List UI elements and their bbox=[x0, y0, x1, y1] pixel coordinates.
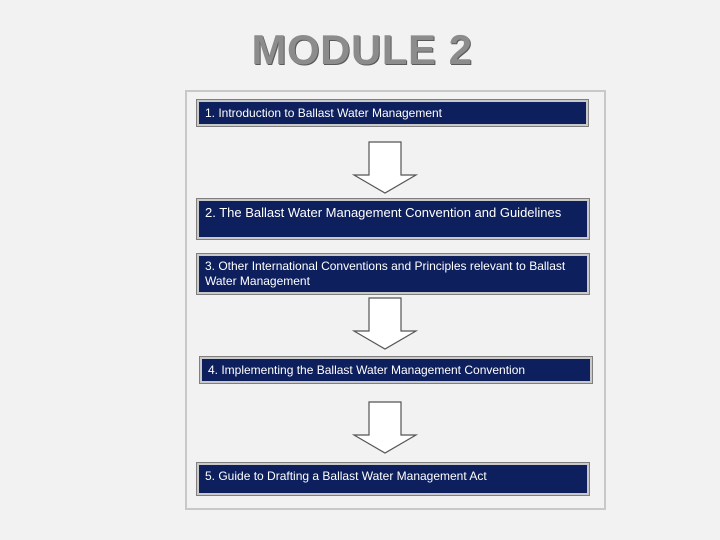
step-1-box bbox=[197, 100, 588, 126]
page-title: MODULE 2 bbox=[251, 26, 473, 73]
step-1-label: 1. Introduction to Ballast Water Management bbox=[205, 106, 443, 120]
step-2-box bbox=[197, 199, 589, 239]
down-arrow-icon bbox=[352, 297, 418, 351]
step-4-box bbox=[200, 357, 592, 383]
step-3-label: 3. Other International Conventions and Principles relevant to Ballast Water Management bbox=[205, 259, 566, 288]
step-4-label: 4. Implementing the Ballast Water Management Convention bbox=[208, 363, 526, 377]
down-arrow-icon bbox=[352, 141, 418, 195]
step-5-box bbox=[197, 463, 589, 495]
down-arrow-icon bbox=[352, 401, 418, 455]
step-3-box bbox=[197, 254, 589, 294]
step-2-label: 2. The Ballast Water Management Convention and Guidelines bbox=[205, 205, 562, 220]
step-5-label: 5. Guide to Drafting a Ballast Water Management Act bbox=[205, 469, 487, 483]
